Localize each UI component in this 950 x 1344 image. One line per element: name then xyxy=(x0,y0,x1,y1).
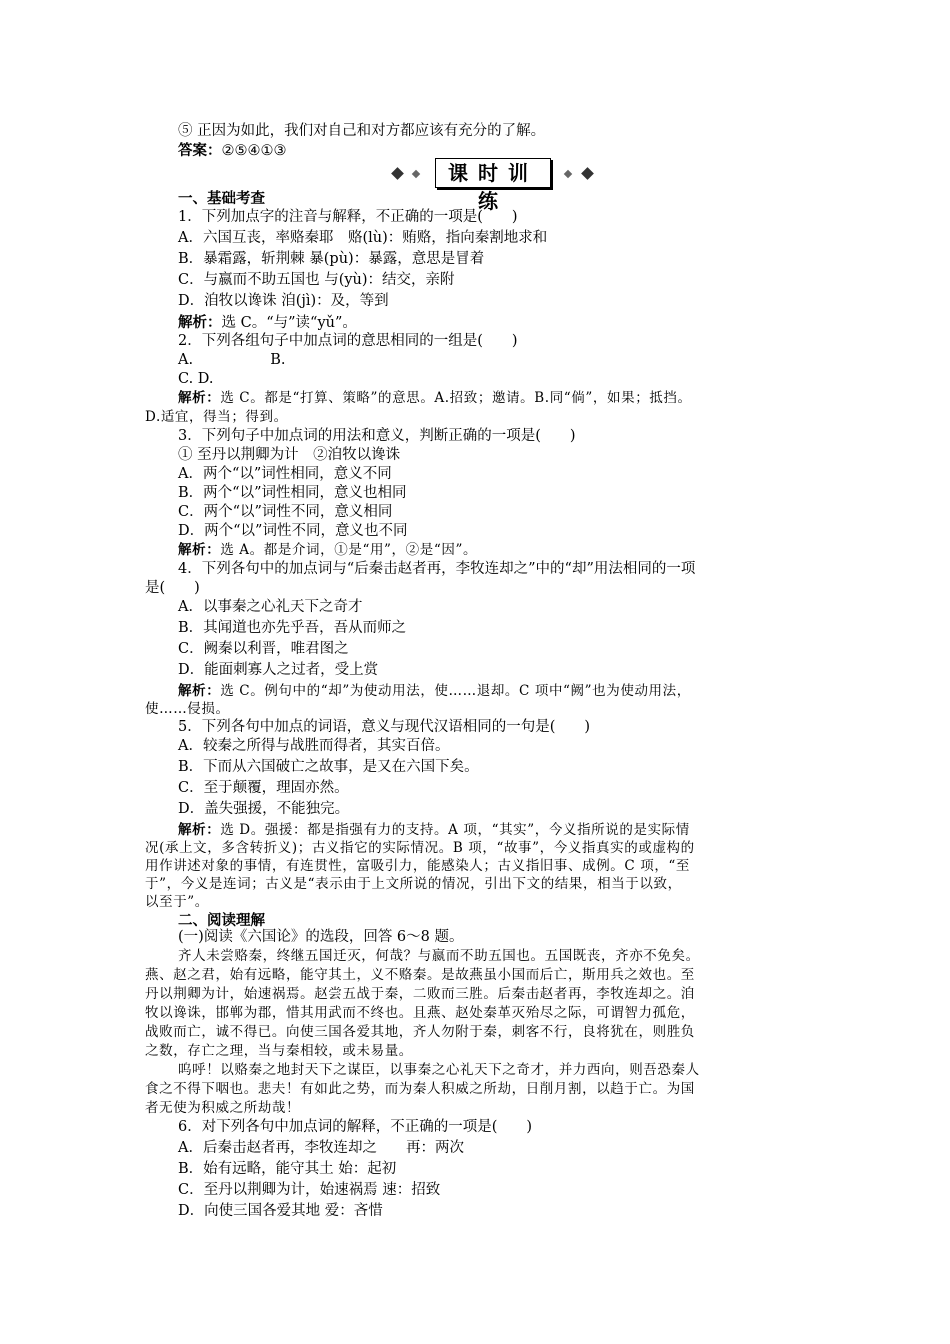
q3-stem: 3．下列句子中加点词的用法和意义，判断正确的一项是( ) xyxy=(178,428,576,444)
q5-analysis-cont: 况(承上文，多含转折义)；古义指它的实际情况。B 项，“故事”，今义指真实的或虚构的 xyxy=(145,840,695,856)
answer-line xyxy=(178,141,287,161)
answer-label: 答案： xyxy=(178,142,222,159)
q1-option-c: C．与嬴而不助五国也 与(yù)：结交，亲附 xyxy=(178,272,455,288)
q5-analysis xyxy=(178,821,690,840)
q2-stem: 2．下列各组句子中加点词的意思相同的一组是( ) xyxy=(178,333,518,349)
passage-line: 者无使为积威之所劫哉！ xyxy=(145,1100,301,1116)
analysis-text: 选 C。“与”读“yǔ”。 xyxy=(221,315,357,331)
section-banner xyxy=(385,158,615,213)
passage-line: 丹以荆卿为计，始速祸焉。赵尝五战于秦，二败而三胜。后秦击赵者再，李牧连却之。洎 xyxy=(145,986,695,1002)
passage-line: 齐人未尝赂秦，终继五国迁灭，何哉？与嬴而不助五国也。五国既丧，齐亦不免矣。 xyxy=(178,948,700,964)
section-1-title: 一、基础考查 xyxy=(178,190,265,207)
banner-title: 课时训练 xyxy=(435,158,551,188)
analysis-text: 选 D。强援：都是指强有力的支持。A 项，“其实”，今义指所说的是实际情 xyxy=(220,822,690,838)
q1-option-d: D．洎牧以谗诛 洎(jì)：及，等到 xyxy=(178,293,389,309)
q4-analysis-cont: 使……侵损。 xyxy=(145,701,230,717)
analysis-text: 选 A。都是介词，①是“用”，②是“因”。 xyxy=(220,542,478,558)
diamond-icon xyxy=(581,167,594,180)
passage-line: 战败而亡，诚不得已。向使三国各爱其地，齐人勿附于秦，刺客不行，良将犹在，则胜负 xyxy=(145,1024,695,1040)
analysis-text: 选 C。都是“打算、策略”的意思。A.招致；邀请。B.同“倘”，如果；抵挡。 xyxy=(220,390,692,406)
q6-option-c: C．至丹以荆卿为计，始速祸焉 速：招致 xyxy=(178,1182,441,1198)
q5-analysis-cont: 用作讲述对象的事情，有连贯性，富吸引力，能感染人；古义指旧事、成例。C 项，“至 xyxy=(145,858,691,874)
q4-stem: 4．下列各句中的加点词与“后秦击赵者再，李牧连却之”中的“却”用法相同的一项 xyxy=(178,561,696,577)
reading-intro: (一)阅读《六国论》的选段，回答 6～8 题。 xyxy=(178,929,464,945)
q5-option-b: B．下而从六国破亡之故事，是又在六国下矣。 xyxy=(178,759,479,775)
diamond-icon xyxy=(564,170,572,178)
analysis-label: 解析： xyxy=(178,542,221,558)
q3-option-b: B．两个“以”词性相同，意义也相同 xyxy=(178,485,407,501)
q3-option-a: A．两个“以”词性相同，意义不同 xyxy=(178,466,392,482)
passage-line: 之数，存亡之理，当与秦相较，或未易量。 xyxy=(145,1043,413,1059)
q6-option-d: D．向使三国各爱其地 爱：吝惜 xyxy=(178,1203,383,1219)
q4-analysis xyxy=(178,682,691,701)
q4-option-a: A．以事秦之心礼天下之奇才 xyxy=(178,599,363,615)
analysis-label: 解析： xyxy=(178,390,221,406)
section-2-title: 二、阅读理解 xyxy=(178,912,265,929)
passage-line: 燕、赵之君，始有远略，能守其土，义不赂秦。是故燕虽小国而后亡，斯用兵之效也。至 xyxy=(145,967,695,983)
diamond-icon xyxy=(412,170,420,178)
q6-option-b: B．始有远略，能守其土 始：起初 xyxy=(178,1161,397,1177)
q5-analysis-cont: 以至于”。 xyxy=(145,894,209,910)
q1-analysis xyxy=(178,313,357,333)
analysis-label: 解析： xyxy=(178,314,222,331)
passage-line: 食之不得下咽也。悲夫！有如此之势，而为秦人积威之所劫，日削月割，以趋于亡。为国 xyxy=(145,1081,695,1097)
analysis-label: 解析： xyxy=(178,683,221,699)
q3-items: ① 至丹以荆卿为计 ②洎牧以谗诛 xyxy=(178,447,401,463)
q1-option-b: B．暴霜露，斩荆棘 暴(pù)：暴露，意思是冒着 xyxy=(178,251,485,267)
answer-value: ②⑤④①③ xyxy=(221,143,287,159)
q6-stem: 6．对下列各句中加点词的解释，不正确的一项是( ) xyxy=(178,1119,533,1135)
intro-line-5: ⑤ 正因为如此，我们对自己和对方都应该有充分的了解。 xyxy=(178,123,546,139)
analysis-label: 解析： xyxy=(178,822,221,838)
diamond-icon xyxy=(391,167,404,180)
q5-option-c: C．至于颠覆，理固亦然。 xyxy=(178,780,349,796)
q2-options-ab: A. B. xyxy=(178,352,286,368)
q5-option-a: A．较秦之所得与战胜而得者，其实百倍。 xyxy=(178,738,450,754)
q4-option-d: D．能面刺寡人之过者，受上赏 xyxy=(178,662,379,678)
q3-analysis xyxy=(178,541,477,560)
analysis-text: 选 C。例句中的“却”为使动用法，使……退却。C 项中“阙”也为使动用法， xyxy=(220,683,691,699)
q4-option-b: B．其闻道也亦先乎吾，吾从而师之 xyxy=(178,620,407,636)
passage-line: 牧以谗诛，邯郸为郡，惜其用武而不终也。且燕、赵处秦革灭殆尽之际，可谓智力孤危， xyxy=(145,1005,695,1021)
q5-option-d: D．盖失强援，不能独完。 xyxy=(178,801,350,817)
q3-option-c: C．两个“以”词性不同，意义相同 xyxy=(178,504,393,520)
q5-analysis-cont: 于”，今义是连词；古义是“表示由于上文所说的情况，引出下文的结果，相当于以致， xyxy=(145,876,682,892)
q2-options-cd: C. D. xyxy=(178,371,214,387)
q2-analysis xyxy=(178,389,692,408)
q4-stem-cont: 是( ) xyxy=(145,580,200,596)
q1-stem: 1．下列加点字的注音与解释，不正确的一项是( ) xyxy=(178,209,518,225)
q2-analysis-cont: D.适宜，得当；得到。 xyxy=(145,409,288,425)
passage-line: 呜呼！以赂秦之地封天下之谋臣，以事秦之心礼天下之奇才，并力西向，则吾恐秦人 xyxy=(178,1062,700,1078)
q3-option-d: D．两个“以”词性不同，意义也不同 xyxy=(178,523,408,539)
q4-option-c: C．阙秦以利晋，唯君图之 xyxy=(178,641,349,657)
q1-option-a: A．六国互丧，率赂秦耶 赂(lù)：贿赂，指向秦割地求和 xyxy=(178,230,548,246)
q6-option-a: A．后秦击赵者再，李牧连却之 再：两次 xyxy=(178,1140,464,1156)
q5-stem: 5．下列各句中加点的词语，意义与现代汉语相同的一句是( ) xyxy=(178,719,591,735)
